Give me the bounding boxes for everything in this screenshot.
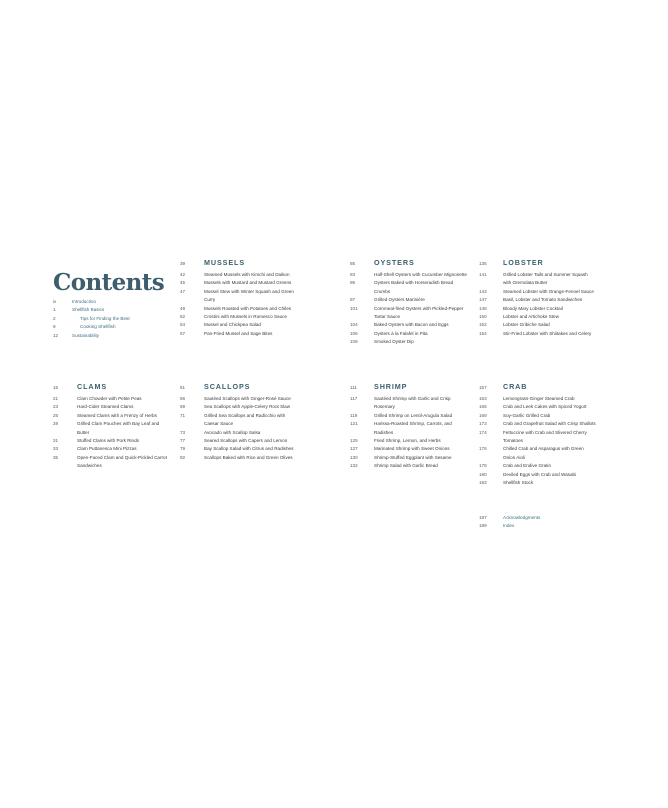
- section-page-number: 111: [350, 385, 357, 390]
- page-number: 147: [479, 297, 487, 303]
- page-number: 33: [53, 446, 59, 452]
- entry-title: Scallops Baked with Rice and Green Olives: [204, 454, 293, 460]
- section-title: CLAMS: [77, 382, 108, 391]
- toc-entry: [180, 437, 298, 445]
- entry-title: Crab and Grapefruit Salad with Crisp Shallots: [503, 421, 596, 427]
- toc-entry: [180, 288, 298, 305]
- page-number: 154: [479, 330, 487, 336]
- toc-link[interactable]: [53, 332, 171, 340]
- page-number: 180: [479, 471, 487, 477]
- toc-entry: [479, 330, 597, 338]
- toc-entry: [180, 429, 298, 437]
- page-number: 173: [479, 421, 487, 427]
- toc-entry: [350, 420, 468, 437]
- entry-title: Deviled Eggs with Crab and Wasabi: [503, 471, 577, 477]
- entry-title: Stuffed Clams with Pork Rinds: [77, 438, 139, 444]
- page-number: 119: [350, 412, 358, 418]
- entry-title: Bay Scallop Salad with Citrus and Radishes: [204, 446, 294, 452]
- page-number: 169: [479, 412, 487, 418]
- page-number: 95: [350, 280, 356, 286]
- toc-link[interactable]: [53, 306, 171, 314]
- page-number: 2: [53, 315, 56, 321]
- page-number: 132: [350, 463, 358, 469]
- section-page-number: 15: [53, 385, 59, 390]
- entry-title: Cooking Shellfish: [80, 324, 116, 330]
- entry-title: Mussels Roasted with Potatoes and Chiles: [204, 305, 292, 311]
- page-number: 69: [180, 404, 186, 410]
- page-number: 183: [479, 480, 487, 486]
- entry-title: Acknowledgments: [503, 515, 541, 520]
- entry-title: Grilled Shrimp on Lentil-Arugula Salad: [374, 412, 453, 418]
- entry-title: Shellfish Stock: [503, 480, 534, 486]
- page-number: 31: [53, 438, 59, 444]
- toc-entry: [180, 271, 298, 279]
- entry-title: Mussels with Mustard and Mustard Greens: [204, 280, 292, 286]
- toc-entry: [180, 403, 298, 411]
- page-number: 35: [53, 454, 59, 460]
- page-number: 150: [479, 314, 487, 320]
- page-number: 178: [479, 463, 487, 469]
- page-number: 101: [350, 305, 358, 311]
- toc-entry: [350, 305, 468, 322]
- section-header: [180, 382, 298, 393]
- section-clams: [53, 382, 171, 471]
- page-number: 93: [350, 272, 356, 277]
- toc-entry: [479, 420, 597, 428]
- section-shrimp: [350, 382, 468, 471]
- section-header: [180, 258, 298, 269]
- toc-link[interactable]: [53, 323, 171, 331]
- page-number: 187: [479, 515, 487, 520]
- entry-title: Grilled Clam Pouches with Bay Leaf and Butter: [77, 421, 160, 435]
- entry-title: Introduction: [72, 299, 97, 304]
- toc-entry: [479, 305, 597, 313]
- toc-entry: [350, 412, 468, 420]
- entry-title: Lobster Gribiche Salad: [503, 322, 550, 328]
- page-number: 104: [350, 322, 358, 328]
- entry-title: Mussel and Chickpea Salad: [204, 322, 261, 328]
- entry-title: Sautéed Scallops with Ginger-Rosé Sauce: [204, 396, 291, 401]
- page-number: 66: [180, 396, 186, 401]
- toc-entry: [350, 395, 468, 412]
- page-number: 176: [479, 446, 487, 452]
- entry-title: Sea Scallops with Apple-Celery Root Slaw: [204, 404, 291, 410]
- page-number: 141: [479, 272, 487, 277]
- entry-title: Shrimp Salad with Garlic Bread: [374, 463, 438, 469]
- toc-link[interactable]: [53, 315, 171, 323]
- toc-entry: [350, 321, 468, 329]
- entry-title: Cornmeal-fried Oysters with Pickled-Pepper Tartar Sauce: [374, 305, 464, 320]
- toc-entry: [350, 462, 468, 470]
- toc-entry: [350, 445, 468, 453]
- section-page-number: 61: [180, 385, 186, 390]
- toc-entry: [479, 462, 597, 470]
- section-lobster: [479, 258, 597, 338]
- section-header: [479, 382, 597, 393]
- page-number: 73: [180, 429, 186, 435]
- page-title: Contents: [53, 269, 165, 297]
- toc-entry: [180, 279, 298, 287]
- toc-link[interactable]: [479, 514, 597, 522]
- entry-title: Harissa-Roasted Shrimp, Carrots, and Radishes: [374, 421, 452, 435]
- toc-entry: [180, 321, 298, 329]
- entry-title: Sautéed Shrimp with Garlic and Crisp Rosemary: [374, 396, 451, 410]
- section-title: SCALLOPS: [204, 382, 251, 391]
- page-number: 45: [180, 280, 186, 286]
- entry-title: Steamed Mussels with Kimchi and Daikon: [204, 272, 290, 277]
- toc-link[interactable]: [479, 522, 597, 530]
- toc-entry: [479, 288, 597, 296]
- page-number: 79: [180, 446, 186, 452]
- toc-entry: [479, 395, 597, 403]
- toc-entry: [479, 271, 597, 288]
- section-mussels: [180, 258, 298, 338]
- toc-entry: [479, 403, 597, 411]
- page-number: 25: [53, 412, 59, 418]
- page-number: 47: [180, 288, 186, 294]
- toc-entry: [53, 420, 171, 437]
- toc-entry: [350, 338, 468, 346]
- toc-entry: [479, 313, 597, 321]
- section-header: [350, 258, 468, 269]
- page-number: 57: [180, 330, 186, 336]
- entry-title: Oysters Baked with Horseradish Bread Crumbs: [374, 280, 454, 294]
- entry-title: Baked Oysters with Bacon and Eggs: [374, 322, 449, 328]
- entry-title: Mussel Stew with Winter Squash and Green Curry: [204, 288, 294, 303]
- entry-title: Crostini with Mussels in Romesco Sauce: [204, 314, 287, 320]
- section-page-number: 135: [479, 261, 487, 266]
- toc-entry: [350, 437, 468, 445]
- entry-title: Soy-Garlic Grilled Crab: [503, 412, 551, 418]
- entry-title: Avocado with Scallop Salsa: [204, 429, 261, 435]
- page-number: 12: [53, 332, 59, 338]
- entry-title: Grilled Lobster Tails and Summer Squash with Gremolata Butter: [503, 272, 588, 286]
- entry-title: Smoked Oyster Dip: [374, 339, 414, 345]
- page-number: 152: [479, 322, 487, 328]
- section-title: SHRIMP: [374, 382, 408, 391]
- toc-entry: [180, 305, 298, 313]
- page-number: 130: [350, 454, 358, 460]
- entry-title: Tips for Finding the Best: [80, 315, 130, 321]
- section-page-number: 39: [180, 261, 186, 266]
- entry-title: Steamed Lobster with Orange-Fennel Sauce: [503, 288, 594, 294]
- toc-entry: [479, 296, 597, 304]
- entry-title: Half-Shell Oysters with Cucumber Mignonette: [374, 272, 467, 277]
- page-number: 21: [53, 396, 59, 401]
- entry-title: Sustainability: [72, 332, 100, 338]
- entry-title: Crab and Leek Cakes with Spiced Yogurt: [503, 404, 587, 410]
- entry-title: Open-Faced Clam and Quick-Pickled Carrot Sandwiches: [77, 454, 167, 469]
- toc-entry: [53, 454, 171, 471]
- page-number: 49: [180, 305, 186, 311]
- page-number: 148: [479, 305, 487, 311]
- toc-entry: [479, 321, 597, 329]
- toc-entry: [350, 330, 468, 338]
- toc-entry: [350, 279, 468, 296]
- entry-title: Crab and Endive Gratin: [503, 463, 552, 469]
- page-number: 108: [350, 339, 358, 345]
- toc-entry: [479, 412, 597, 420]
- section-header: [53, 382, 171, 393]
- entry-title: Clam Chowder with Petite Peas: [77, 396, 142, 401]
- section-scallops: [180, 382, 298, 462]
- page-number: 1: [53, 307, 56, 313]
- page-number: 174: [479, 429, 487, 435]
- toc-entry: [479, 429, 597, 446]
- entry-title: Grilled Oysters Marinière: [374, 297, 425, 303]
- toc-entry: [180, 454, 298, 462]
- toc-entry: [180, 313, 298, 321]
- page-number: 165: [479, 404, 487, 410]
- section-title: MUSSELS: [204, 258, 246, 267]
- entry-title: Marinated Shrimp with Sweet Onions: [374, 446, 450, 452]
- page-number: 52: [180, 314, 186, 320]
- page-number: 189: [479, 523, 487, 529]
- section-header: [350, 382, 468, 393]
- entry-title: Clam Puttanesca Mini Pizzas: [77, 446, 137, 452]
- entry-title: Oysters à la Falafel in Pita: [374, 330, 428, 336]
- entry-title: Steamed Clams with a Frenzy of Herbs: [77, 412, 157, 418]
- toc-entry: [350, 296, 468, 304]
- entry-title: Fried Shrimp, Lemon, and Herbs: [374, 438, 441, 444]
- entry-title: Chilled Crab and Asparagus with Green Onion Aioli: [503, 446, 584, 460]
- page-number: 127: [350, 446, 358, 452]
- toc-link[interactable]: [53, 298, 171, 306]
- entry-title: Grilled Sea Scallops and Radicchio with Caesar Sauce: [204, 412, 286, 427]
- toc-entry: [53, 412, 171, 420]
- entry-title: Pan-Fried Mussel and Sage Bites: [204, 330, 273, 336]
- entry-title: Hard-Cider Steamed Clams: [77, 404, 134, 410]
- page-number: 23: [53, 404, 59, 410]
- toc-entry: [350, 454, 468, 462]
- page-number: 121: [350, 421, 358, 427]
- toc-entry: [180, 445, 298, 453]
- entry-title: Stir-Fried Lobster with Shiitakes and Celery: [503, 330, 592, 336]
- entry-title: Lemongrass-Ginger Steamed Crab: [503, 396, 575, 401]
- entry-title: Seared Scallops with Capers and Lemon: [204, 438, 288, 444]
- entry-title: Lobster and Artichoke Stew: [503, 314, 559, 320]
- page-number: 97: [350, 297, 356, 303]
- toc-entry: [180, 412, 298, 429]
- page-number: 163: [479, 396, 487, 401]
- entry-title: Bloody Mary Lobster Cocktail: [503, 305, 563, 311]
- section-crab: [479, 382, 597, 487]
- page-number: 143: [479, 288, 487, 294]
- page-number: 117: [350, 396, 358, 401]
- toc-entry: [479, 445, 597, 462]
- toc-entry: [53, 445, 171, 453]
- toc-entry: [350, 271, 468, 279]
- page-number: ix: [53, 299, 57, 304]
- page-number: 54: [180, 322, 186, 328]
- page-number: 106: [350, 330, 358, 336]
- back-matter-list: [479, 514, 597, 531]
- section-title: LOBSTER: [503, 258, 544, 267]
- page-number: 82: [180, 454, 186, 460]
- entry-title: Index: [503, 523, 515, 529]
- entry-title: Shellfish Basics: [72, 307, 105, 313]
- section-page-number: 157: [479, 385, 487, 390]
- toc-entry: [53, 395, 171, 403]
- entry-title: Basil, Lobster and Tomato Sandwiches: [503, 297, 583, 303]
- section-header: [479, 258, 597, 269]
- section-title: CRAB: [503, 382, 528, 391]
- page-number: 77: [180, 438, 186, 444]
- page-number: 71: [180, 412, 186, 418]
- page-number: 125: [350, 438, 358, 444]
- entry-title: Fettuccine with Crab and Slivered Cherry Tomatoes: [503, 429, 587, 444]
- section-title: OYSTERS: [374, 258, 415, 267]
- toc-entry: [180, 330, 298, 338]
- section-page-number: 85: [350, 261, 356, 266]
- section-oysters: [350, 258, 468, 347]
- page-number: 42: [180, 272, 186, 277]
- toc-entry: [479, 479, 597, 487]
- entry-title: Shrimp-Stuffed Eggplant with Sesame: [374, 454, 452, 460]
- toc-entry: [479, 471, 597, 479]
- toc-entry: [53, 403, 171, 411]
- intro-list: [53, 298, 171, 340]
- toc-entry: [180, 395, 298, 403]
- page-number: 9: [53, 324, 56, 330]
- page-number: 28: [53, 421, 59, 427]
- toc-entry: [53, 437, 171, 445]
